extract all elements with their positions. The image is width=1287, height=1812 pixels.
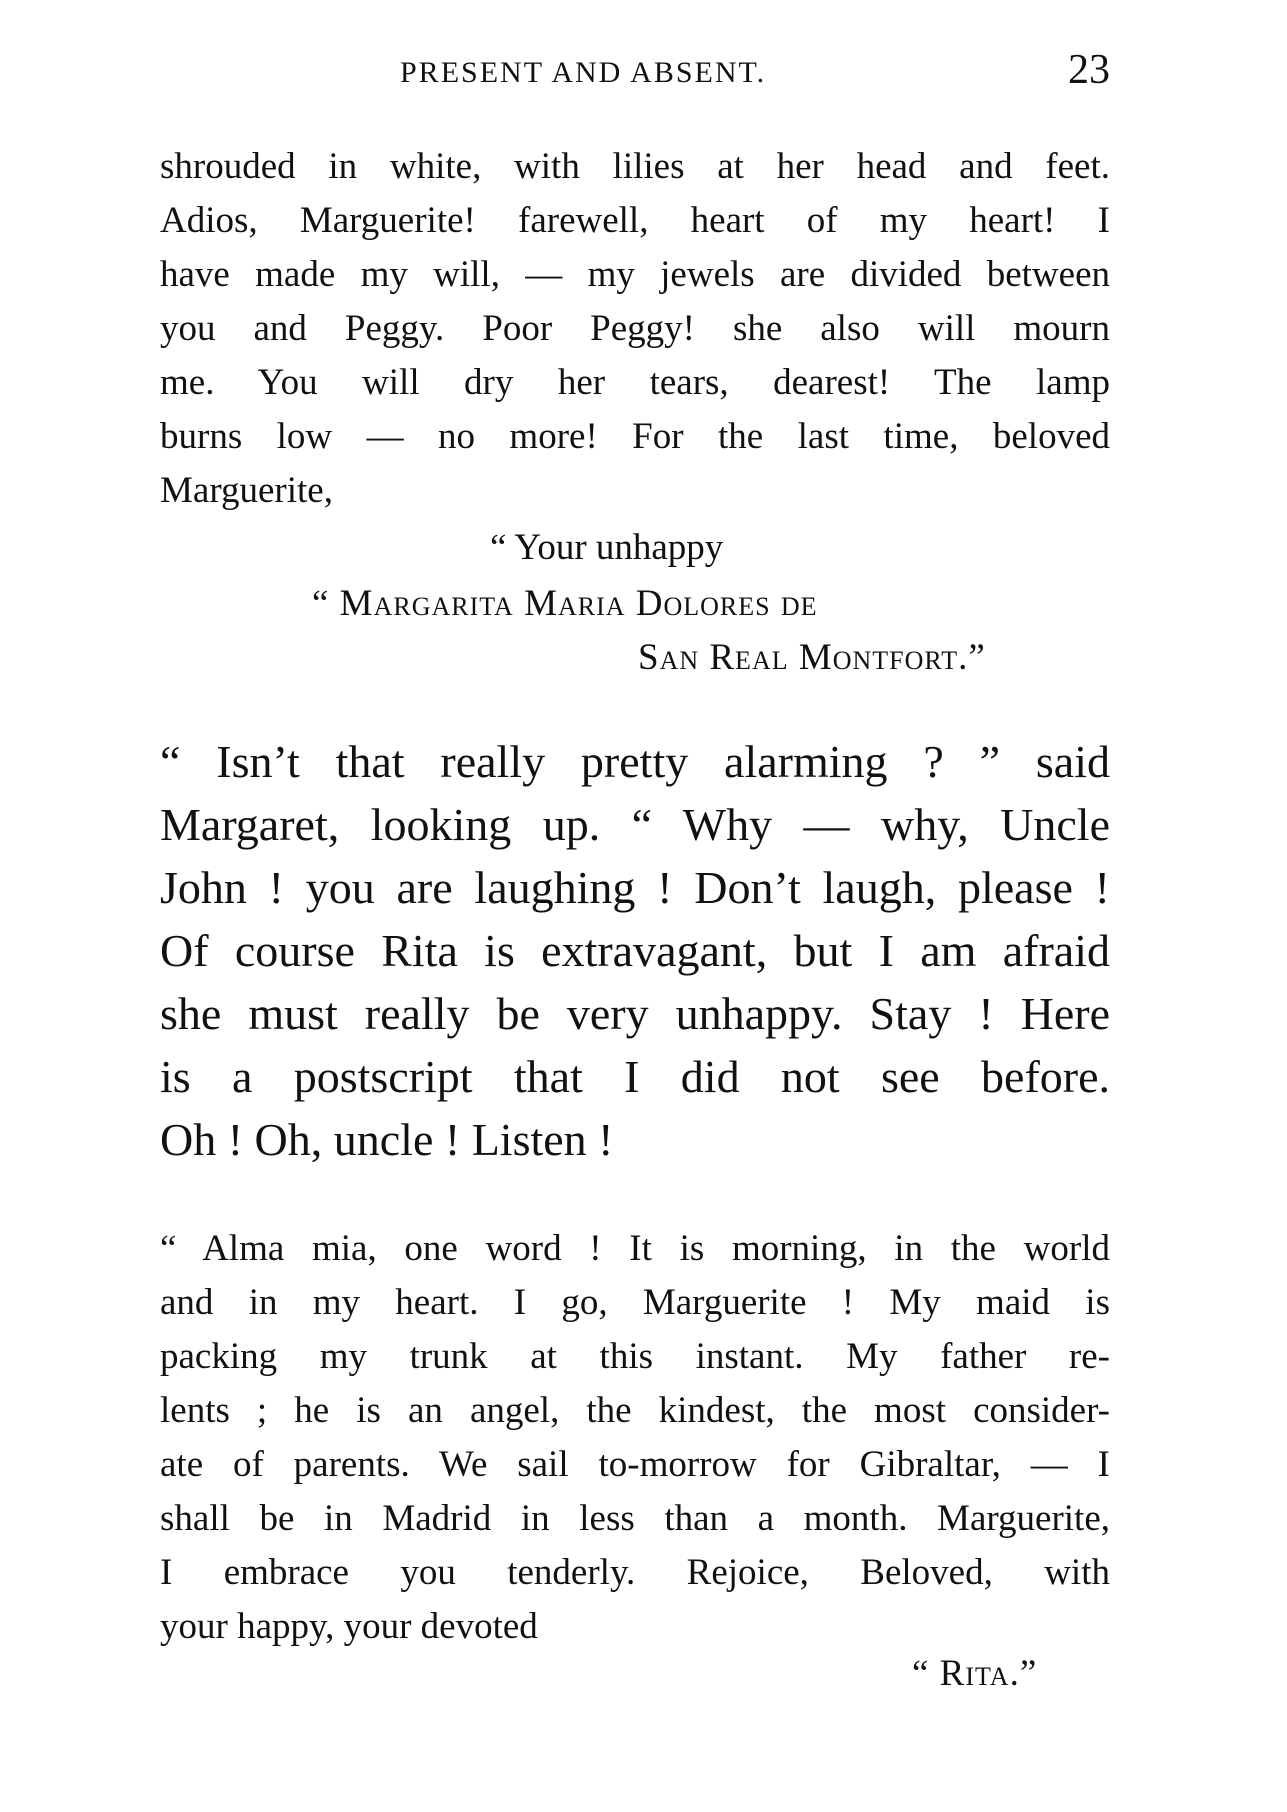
postscript-line: packing my trunk at this instant. My father re- [160, 1336, 1110, 1377]
postscript-signature: “ Rita.” [912, 1653, 1038, 1694]
postscript-line: and in my heart. I go, Marguerite ! My maid is [160, 1282, 1110, 1323]
letter-text [160, 140, 1110, 518]
postscript-line: lents ; he is an angel, the kindest, the most consider- [160, 1390, 1110, 1431]
letter-line: burns low — no more! For the last time, beloved [160, 416, 1110, 457]
postscript-line: “ Alma mia, one word ! It is morning, in the world [160, 1228, 1110, 1269]
dialog-line: she must really be very unhappy. Stay ! Here [160, 988, 1110, 1039]
page-header [160, 46, 1110, 96]
page-number: 23 [1068, 47, 1110, 93]
letter-line: you and Peggy. Poor Peggy! she also will mourn [160, 308, 1110, 349]
letter-line: Adios, Marguerite! farewell, heart of my heart! I [160, 200, 1110, 241]
dialog-line: Oh ! Oh, uncle ! Listen ! [160, 1114, 614, 1165]
postscript-text [160, 1222, 1110, 1654]
letter-line: me. You will dry her tears, dearest! The lamp [160, 362, 1110, 403]
postscript-line: I embrace you tenderly. Rejoice, Beloved, with [160, 1552, 1110, 1593]
postscript-line: ate of parents. We sail to-morrow for Gibraltar, — I [160, 1444, 1110, 1485]
dialog-line: is a postscript that I did not see before. [160, 1051, 1110, 1102]
letter-signature-line2: San Real Montfort.” [638, 637, 986, 678]
letter-line: shrouded in white, with lilies at her head and feet. [160, 146, 1110, 187]
letter-closing: “ Your unhappy [490, 527, 724, 568]
dialog-line: Margaret, looking up. “ Why — why, Uncle [160, 799, 1110, 850]
dialog-line: John ! you are laughing ! Don’t laugh, please ! [160, 862, 1110, 913]
letter-line: Marguerite, [160, 470, 333, 511]
postscript-line: your happy, your devoted [160, 1606, 538, 1647]
letter-signature-line1: “ Margarita Maria Dolores de [312, 583, 818, 624]
dialog-text [160, 730, 1110, 1171]
postscript-line: shall be in Madrid in less than a month. Marguerite, [160, 1498, 1110, 1539]
letter-line: have made my will, — my jewels are divided between [160, 254, 1110, 295]
running-title: PRESENT AND ABSENT. [400, 56, 767, 89]
dialog-line: “ Isn’t that really pretty alarming ? ” said [160, 736, 1110, 787]
dialog-line: Of course Rita is extravagant, but I am afraid [160, 925, 1110, 976]
